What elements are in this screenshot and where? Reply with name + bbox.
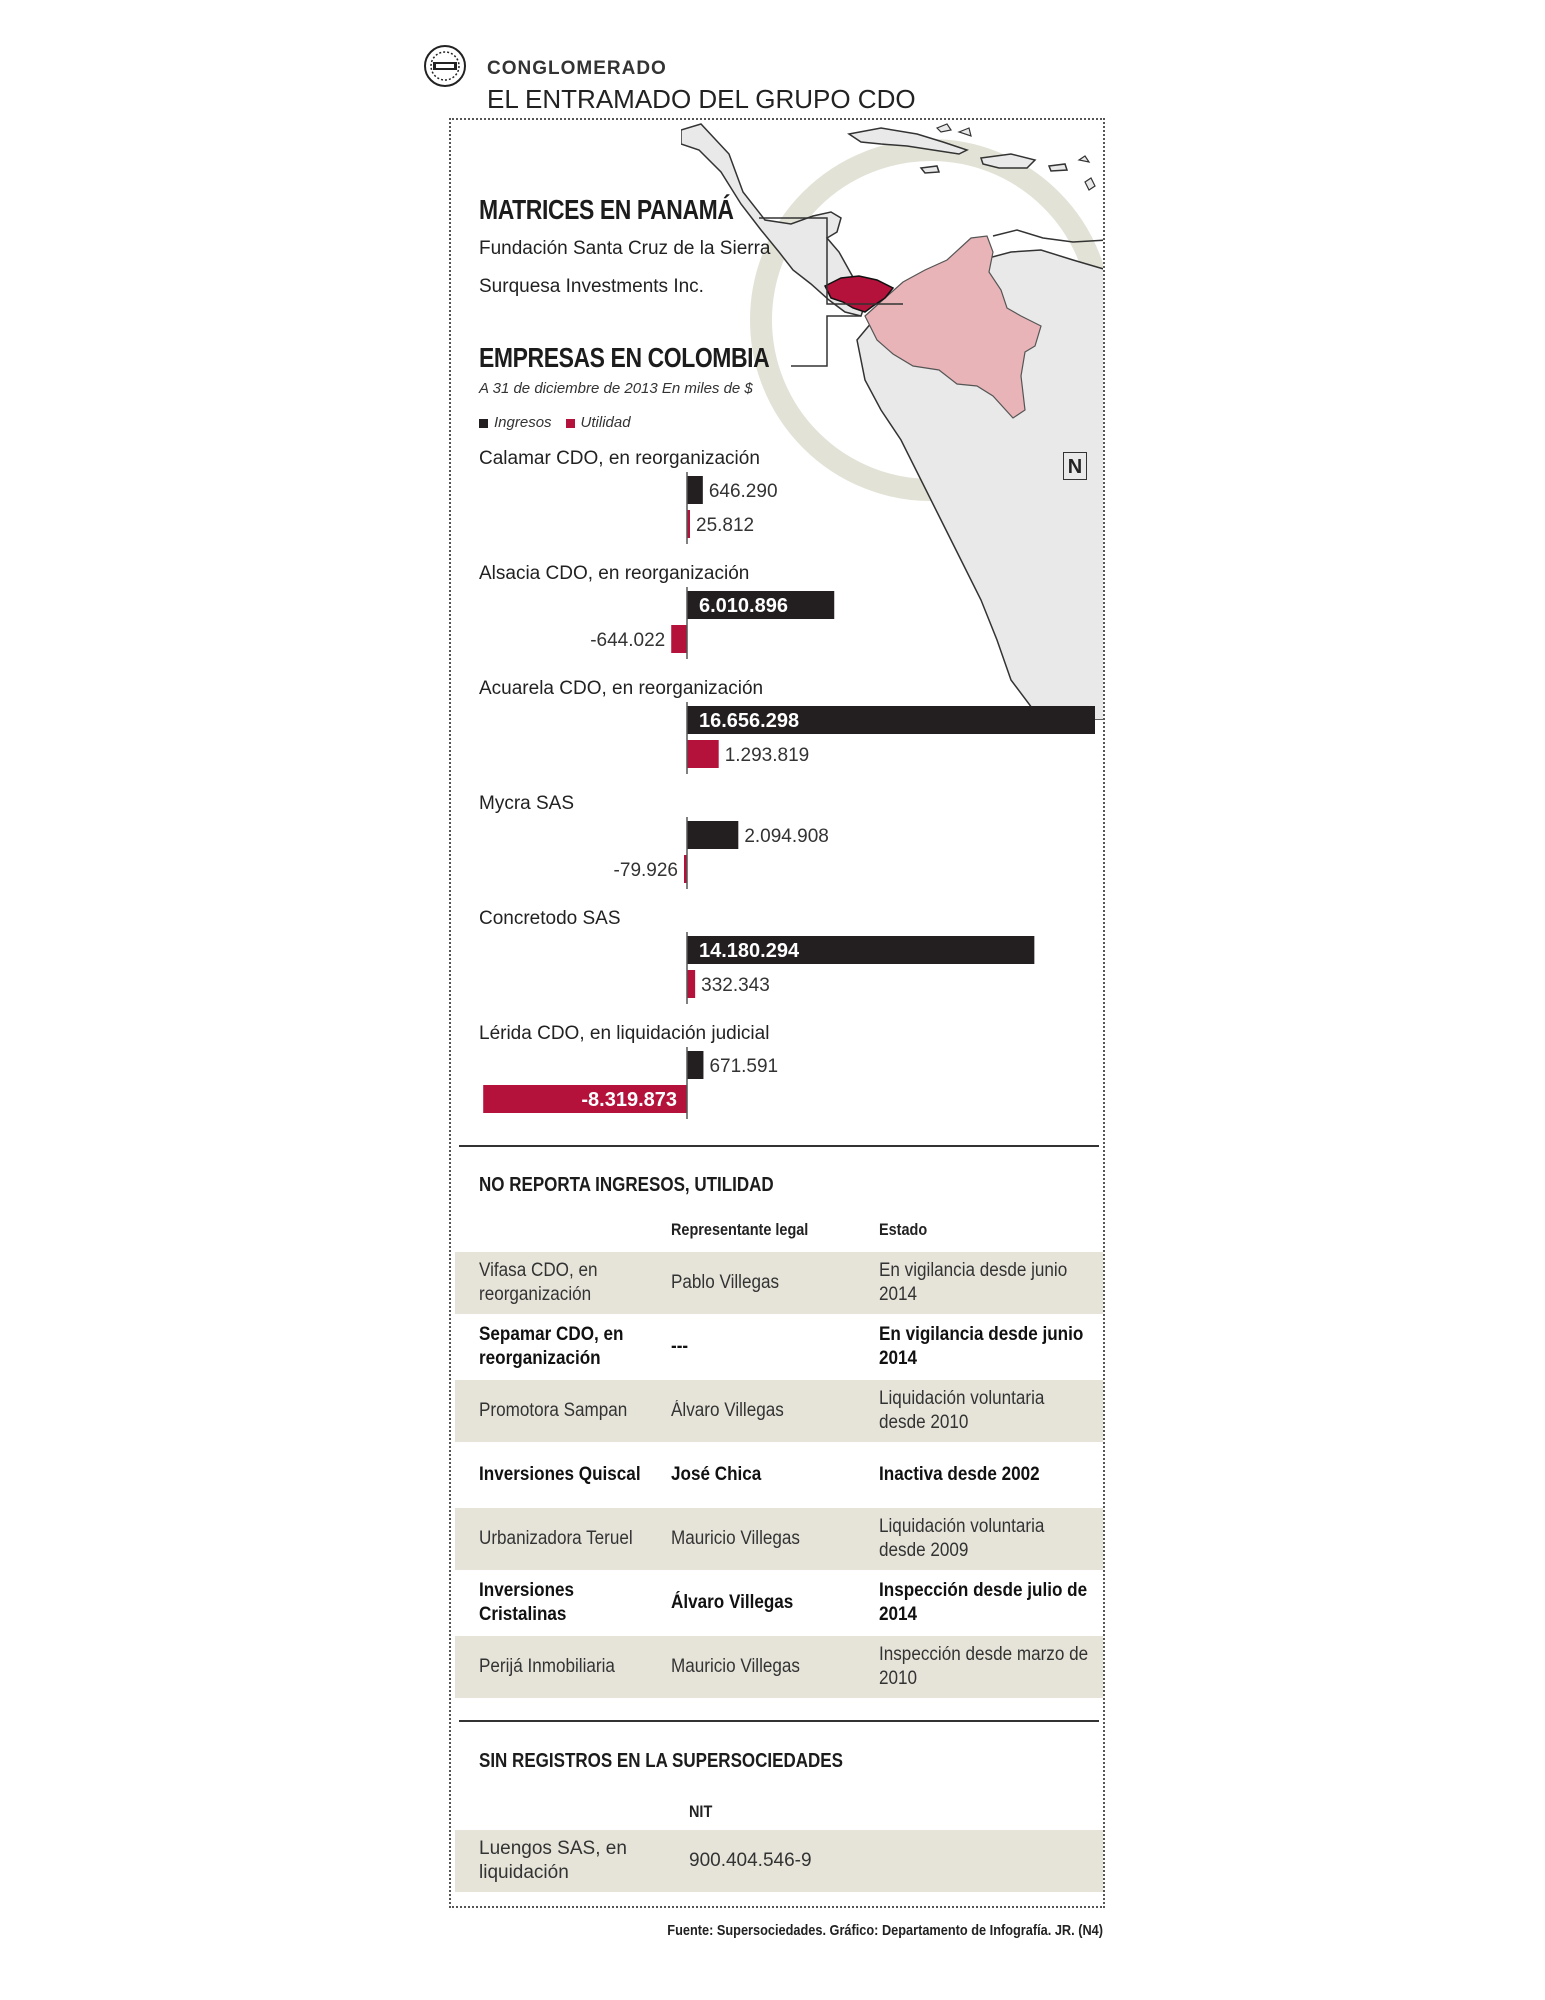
bar-chart [451,120,1105,1120]
bar-ingresos [687,821,738,849]
estado: Inspección desde julio de 2014 [879,1580,1088,1625]
newspaper-logo-icon [423,44,467,88]
company-label: Acuarela CDO, en reorganización [479,678,764,699]
bar-utilidad [687,740,719,768]
company-label: Mycra SAS [479,793,575,814]
data-label-utilidad: 332.343 [701,975,770,996]
data-label-ingresos: 2.094.908 [744,826,829,847]
company-label: Concretodo SAS [479,908,621,929]
bar-utilidad [671,625,687,653]
legend-label-utilidad: Utilidad [580,414,631,431]
company-name: Perijá Inmobiliaria [479,1656,615,1677]
legend-label-ingresos: Ingresos [494,414,552,431]
estado: En vigilancia desde junio 2014 [879,1260,1068,1305]
estado: Inactiva desde 2002 [879,1464,1040,1485]
company-nit: 900.404.546-9 [689,1850,812,1871]
matriz-item-1: Fundación Santa Cruz de la Sierra [479,238,771,259]
data-label-ingresos: 6.010.896 [699,595,788,617]
representante-legal: Álvaro Villegas [671,1592,794,1613]
table-row [455,1572,1103,1634]
bar-utilidad [687,970,695,998]
no-reporta-heading: NO REPORTA INGRESOS, UTILIDAD [479,1174,774,1196]
section-divider-2 [459,1720,1099,1722]
page-title: EL ENTRAMADO DEL GRUPO CDO [487,84,916,114]
matriz-item-2: Surquesa Investments Inc. [479,276,704,297]
representante-legal: Pablo Villegas [671,1272,780,1293]
company-name: Inversiones Quiscal [479,1464,641,1485]
col-representante: Representante legal [671,1220,809,1239]
matrices-heading: MATRICES EN PANAMÁ [479,194,734,225]
representante-legal: --- [671,1336,689,1357]
representante-legal: Mauricio Villegas [671,1656,800,1677]
col-nit: NIT [689,1802,713,1821]
data-label-ingresos: 16.656.298 [699,710,800,732]
estado: Liquidación voluntaria desde 2010 [879,1388,1045,1433]
source-credit: Fuente: Supersociedades. Gráfico: Departamento de Infografía. JR. (N4) [667,1922,1103,1939]
data-label-utilidad: -644.022 [590,630,666,651]
company-name: Promotora Sampan [479,1400,628,1421]
representante-legal: Álvaro Villegas [671,1400,784,1421]
section-kicker: CONGLOMERADO [487,58,667,79]
company-label: Lérida CDO, en liquidación judicial [479,1023,770,1044]
company-name: Luengos SAS, en liquidación [479,1838,627,1883]
estado: Inspección desde marzo de 2010 [879,1644,1089,1689]
data-label-ingresos: 646.290 [708,481,778,502]
table-row [455,1636,1103,1698]
table-row [455,1316,1103,1378]
data-label-ingresos: 14.180.294 [699,940,800,962]
company-label: Alsacia CDO, en reorganización [479,563,750,584]
estado: Liquidación voluntaria desde 2009 [879,1516,1045,1561]
empresas-heading: EMPRESAS EN COLOMBIA [479,342,770,373]
data-label-utilidad: 1.293.819 [724,745,810,766]
representante-legal: José Chica [671,1464,762,1485]
representante-legal: Mauricio Villegas [671,1528,800,1549]
company-name: Urbanizadora Teruel [479,1528,633,1549]
bar-ingresos [687,1051,703,1079]
data-label-utilidad: -79.926 [613,860,678,881]
bar-ingresos [687,476,703,504]
data-label-ingresos: 671.591 [709,1056,779,1077]
section-divider-1 [459,1145,1099,1147]
estado: En vigilancia desde junio 2014 [879,1324,1084,1369]
data-label-utilidad: 25.812 [696,515,755,536]
col-estado: Estado [879,1220,928,1239]
table-row [455,1380,1103,1442]
compass-icon: N [1063,452,1087,480]
company-name: Sepamar CDO, en reorganización [479,1324,624,1369]
sin-registro-heading: SIN REGISTROS EN LA SUPERSOCIEDADES [479,1750,843,1772]
table-row [455,1508,1103,1570]
table-row [455,1252,1103,1314]
company-name: Inversiones Cristalinas [479,1580,575,1625]
table-row [455,1444,1103,1506]
company-name: Vifasa CDO, en reorganización [479,1260,598,1305]
infographic-frame [449,118,1105,1908]
table-row [455,1830,1103,1892]
company-label: Calamar CDO, en reorganización [479,448,760,469]
data-label-utilidad: -8.319.873 [581,1089,677,1111]
empresas-subnote: A 31 de diciembre de 2013 En miles de $ [479,380,753,397]
